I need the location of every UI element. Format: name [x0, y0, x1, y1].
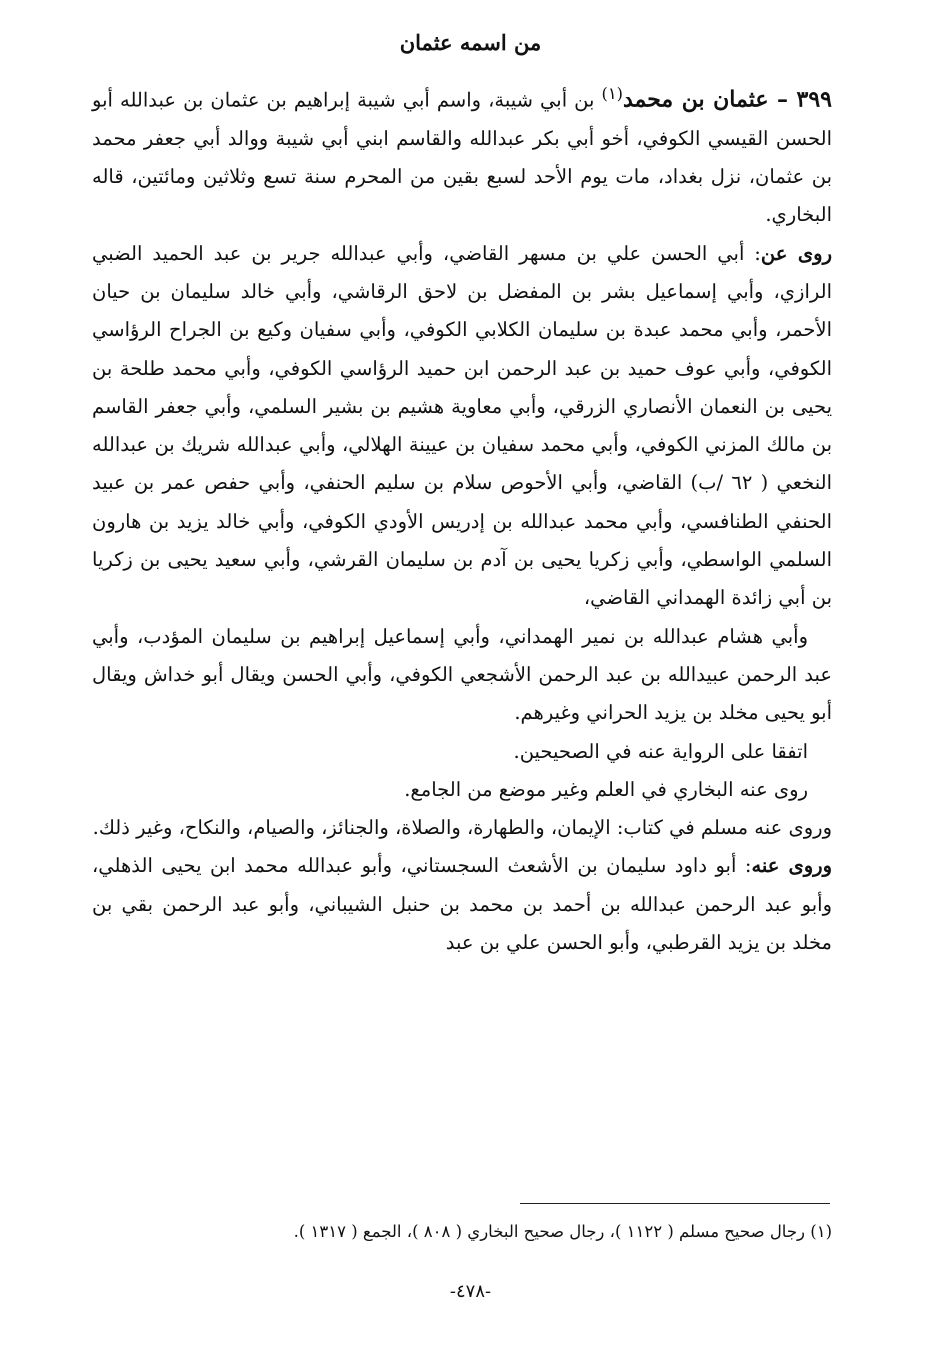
- footnote-divider: [520, 1203, 830, 1204]
- narrated-from-label: روى عن: [760, 241, 832, 265]
- narrated-from-paragraph: [92, 235, 832, 618]
- page-number: -٤٧٨-: [449, 1281, 492, 1302]
- chapter-title: من اسمه عثمان: [399, 30, 542, 55]
- entry-number: ٣٩٩: [796, 86, 832, 113]
- narrated-by-text: : أبو داود سليمان بن الأشعث السجستاني، وأبو عبدالله محمد ابن يحيى الذهلي، وأبو عبد الرحمن عبدالله بن أحمد بن محمد بن حنبل الشيباني، وأبو عبد الرحمن بقي بن مخلد بن يزيد القرطبي، وأبو الحسن علي بن عبد: [92, 854, 832, 955]
- narrated-by-paragraph: [92, 847, 832, 962]
- narrated-from-continuation: وأبي هشام عبدالله بن نمير الهمداني، وأبي إسماعيل إبراهيم بن سليمان المؤدب، وأبي عبد الرحمن عبيدالله بن عبد الرحمن الأشجعي الكوفي، وأبي الحسن ويقال أبو خداش ويقال أبو يحيى مخلد بن يزيد الحراني وغيرهم.: [92, 624, 833, 725]
- narrated-from-text: : أبي الحسن علي بن مسهر القاضي، وأبي عبدالله جرير بن عبد الحميد الضبي الرازي، وأبي إسماعيل بشر بن المفضل بن لاحق الرقاشي، وأبي خالد سليمان بن حيان الأحمر، وأبي محمد عبدة بن سليمان الكلابي الكوفي، وأبي سفيان وكيع بن الجراح الرؤاسي الكوفي، وأبي عوف حميد بن عبد الرحمن ابن حميد الرؤاسي الكوفي، وأبي محمد طلحة بن يحيى بن النعمان الأنصاري الزرقي، وأبي معاوية هشيم بن بشير السلمي، وأبي جعفر القاسم بن مالك المزني الكوفي، وأبي محمد سفيان بن عيينة الهلالي، وأبي عبدالله شريك بن عبدالله النخعي ( ٦٢ /ب) القاضي، وأبي الأحوص سلام بن سليم الحنفي، وأبي حفص عمر بن عبيد الحنفي الطنافسي، وأبي محمد عبدالله بن إدريس الأودي الكوفي، وأبي خالد يزيد بن هارون السلمي الواسطي، وأبي زكريا يحيى بن آدم بن سليمان القرشي، وأبي سعيد يحيى بن زكريا بن أبي زائدة الهمداني القاضي،: [92, 241, 832, 610]
- muslim-paragraph: وروى عنه مسلم في كتاب: الإيمان، والطهارة، والصلاة، والجنائز، والصيام، والنكاح، وغير ذلك.: [92, 816, 832, 840]
- bukhari-paragraph: روى عنه البخاري في العلم وغير موضع من الجامع.: [404, 777, 808, 801]
- entry-name: عثمان بن محمد: [622, 86, 769, 113]
- entry-dash: –: [768, 86, 797, 113]
- footnote-marker: (١): [601, 84, 623, 103]
- entry-intro-text: بن أبي شيبة، واسم أبي شيبة إبراهيم بن عثمان بن عبدالله أبو الحسن القيسي الكوفي، أخو أبي بكر عبدالله والقاسم ابني أبي شيبة ووالد أبي جعفر محمد بن عثمان، نزل بغداد، مات يوم الأحد لسبع بقين من المحرم سنة تسع وثلاثين ومائتين، قاله البخاري.: [92, 88, 832, 227]
- footnote: (١) رجال صحيح مسلم ( ١١٢٢ )، رجال صحيح البخاري ( ٨٠٨ )، الجمع ( ١٣١٧ ).: [293, 1222, 832, 1241]
- narrated-by-label: وروى عنه: [751, 854, 833, 878]
- entry-intro-paragraph: [92, 75, 832, 235]
- agreed-paragraph: اتفقا على الرواية عنه في الصحيحين.: [513, 739, 808, 763]
- entry-body: [92, 75, 832, 962]
